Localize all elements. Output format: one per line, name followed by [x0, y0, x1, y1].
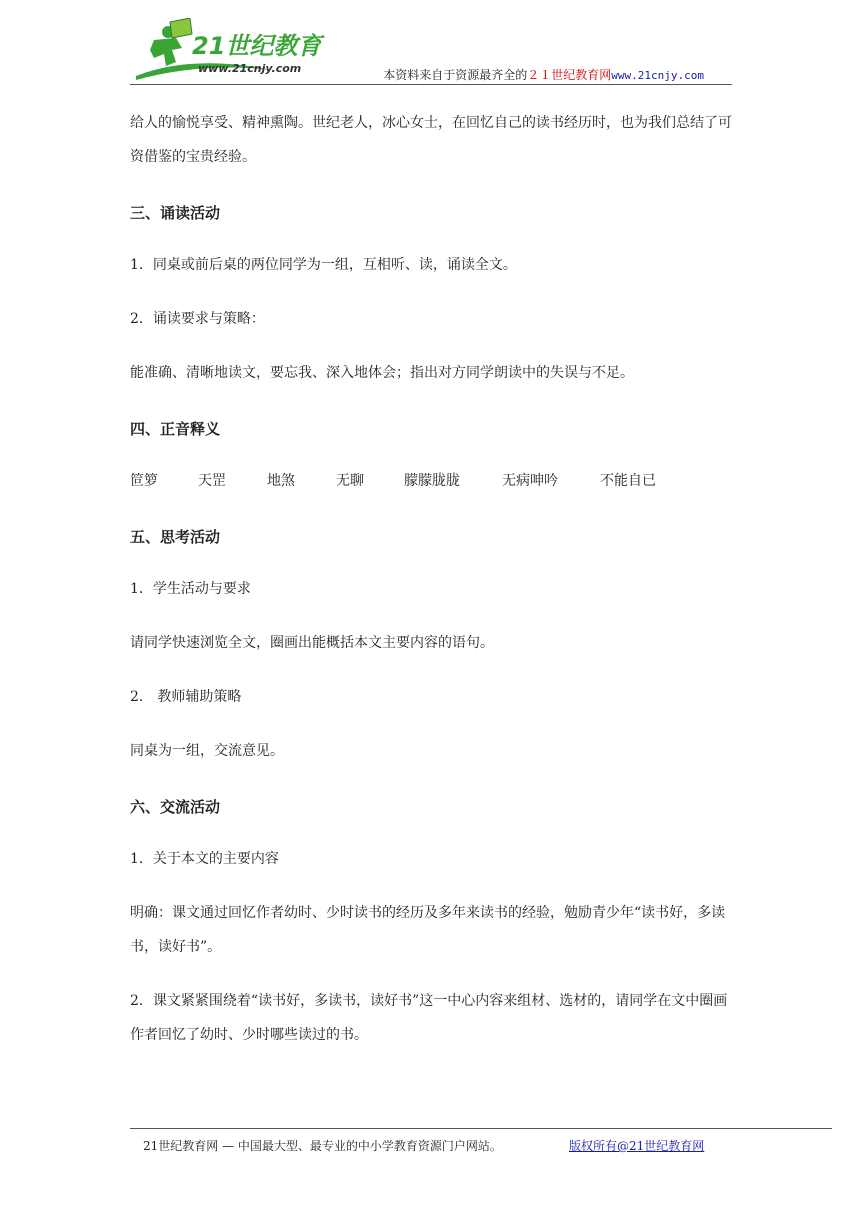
vocab-word: 朦朦胧胧: [404, 473, 460, 489]
section-5-paragraph-1: 请同学快速浏览全文，圈画出能概括本文主要内容的语句。: [130, 635, 494, 651]
section-6-item-2: 2．课文紧紧围绕着“读书好，多读书，读好书”这一中心内容来组材、选材的，请同学在文中圈画作者回忆了幼时、少时哪些读过的书。: [130, 993, 728, 1043]
section-6-heading: 六、交流活动: [130, 798, 221, 816]
section-6-item-1: 1．关于本文的主要内容: [130, 851, 279, 867]
header-note-prefix: 本资料来自于资源最齐全的: [383, 68, 528, 82]
section-6-paragraph: 明确：课文通过回忆作者幼时、少时读书的经历及多年来读书的经验，勉励青少年“读书好，多读书，读好书”。: [130, 905, 726, 955]
logo-text: 21世纪教育: [192, 32, 322, 60]
header-note-brand[interactable]: ２１世纪教育网: [527, 68, 612, 82]
section-4-heading: 四、正音释义: [130, 420, 221, 438]
section-5-item-2: 2． 教师辅助策略: [130, 689, 242, 705]
vocab-word: 地煞: [267, 473, 295, 489]
vocab-word: 笸箩: [130, 473, 158, 489]
section-3-heading: 三、诵读活动: [130, 204, 221, 222]
footer-divider: [130, 1128, 832, 1129]
copyright-link[interactable]: 版权所有@21世纪教育网: [569, 1139, 705, 1153]
footer-text: 21世纪教育网 — 中国最大型、最专业的中小学教育资源门户网站。: [143, 1139, 502, 1153]
vocab-word: 无病呻吟: [502, 473, 558, 489]
header-note: [383, 66, 704, 83]
vocab-word: 天罡: [198, 473, 226, 489]
vocab-word: 不能自已: [600, 473, 656, 489]
section-3-paragraph: 能准确、清晰地读文，要忘我、深入地体会；指出对方同学朗读中的失误与不足。: [130, 365, 634, 381]
page-header: [130, 18, 732, 86]
intro-paragraph: 给人的愉悦享受、精神熏陶。世纪老人，冰心女士，在回忆自己的读书经历时，也为我们总结了可资借鉴的宝贵经验。: [130, 115, 732, 165]
site-logo[interactable]: [132, 18, 342, 84]
header-divider: [130, 84, 732, 85]
logo-url: www.21cnjy.com: [198, 62, 302, 75]
section-5-item-1: 1．学生活动与要求: [130, 581, 251, 597]
vocab-word: 无聊: [336, 473, 364, 489]
header-note-url[interactable]: www.21cnjy.com: [611, 69, 704, 82]
vocabulary-list: [130, 470, 735, 494]
section-3-item-2: 2．诵读要求与策略：: [130, 311, 265, 327]
section-3-item-1: 1．同桌或前后桌的两位同学为一组，互相听、读，诵读全文。: [130, 257, 517, 273]
section-5-paragraph-2: 同桌为一组，交流意见。: [130, 743, 284, 759]
section-5-heading: 五、思考活动: [130, 528, 221, 546]
